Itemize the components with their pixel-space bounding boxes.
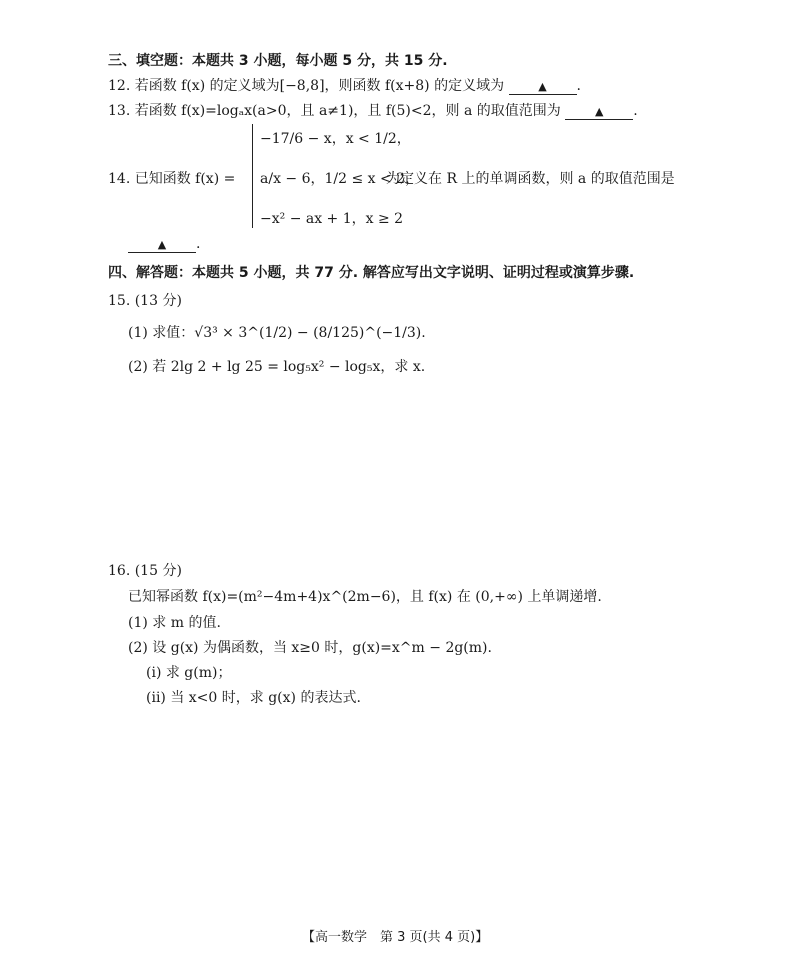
section3-heading: 三、填空题：本题共 3 小题，每小题 5 分，共 15 分.: [108, 53, 448, 69]
answer-blank-12[interactable]: [509, 79, 577, 95]
piecewise-case-2: a/x − 6，1/2 ≤ x < 2，: [260, 171, 420, 187]
question-12: 12. 若函数 f(x) 的定义域为[−8,8]，则函数 f(x+8) 的定义域为 ▲ .: [108, 78, 581, 94]
answer-mark: ▲: [594, 105, 604, 118]
question-16-part1: (1) 求 m 的值.: [128, 615, 221, 631]
question-13: 13. 若函数 f(x)=logₐx(a>0，且 a≠1)，且 f(5)<2，则 a 的取值范围为 ▲ .: [108, 103, 638, 119]
question-14-suffix: 为定义在 R 上的单调函数，则 a 的取值范围是: [386, 171, 675, 187]
question-16-label: 16. (15 分): [108, 563, 182, 579]
answer-blank-14[interactable]: [128, 237, 196, 253]
question-12-text: 12. 若函数 f(x) 的定义域为[−8,8]，则函数 f(x+8) 的定义域为: [108, 78, 505, 94]
question-15-part2: (2) 若 2lg 2 + lg 25 = log₅x² − log₅x，求 x.: [128, 359, 426, 375]
question-15-label: 15. (13 分): [108, 293, 182, 309]
section4-heading: 四、解答题：本题共 5 小题，共 77 分. 解答应写出文字说明、证明过程或演算步骤.: [108, 265, 635, 281]
question-14-answer: ▲ .: [128, 236, 200, 253]
piecewise-case-3: −x² − ax + 1，x ≥ 2: [260, 211, 404, 227]
question-16-part2: (2) 设 g(x) 为偶函数，当 x≥0 时，g(x)=x^m − 2g(m).: [128, 640, 492, 656]
question-16-stem: 已知幂函数 f(x)=(m²−4m+4)x^(2m−6)，且 f(x) 在 (0,+∞) 上单调递增.: [128, 589, 602, 605]
answer-mark: ▲: [538, 80, 547, 93]
question-15-part1: (1) 求值：√3³ × 3^(1/2) − (8/125)^(−1/3).: [128, 325, 426, 341]
question-13-text: 13. 若函数 f(x)=logₐx(a>0，且 a≠1)，且 f(5)<2，则 a 的取值范围为: [108, 103, 561, 119]
question-14-prefix: 14. 已知函数 f(x) =: [108, 171, 236, 187]
answer-blank-13[interactable]: [565, 104, 633, 120]
question-16-sub1: (ⅰ) 求 g(m)；: [146, 665, 232, 681]
question-16-sub2: (ⅱ) 当 x<0 时，求 g(x) 的表达式.: [146, 690, 361, 706]
page-footer: 【高一数学 第 3 页(共 4 页)】: [302, 930, 489, 945]
answer-mark: ▲: [157, 238, 167, 251]
piecewise-brace: [252, 124, 259, 228]
piecewise-case-1: −17/6 − x，x < 1/2，: [260, 131, 411, 147]
